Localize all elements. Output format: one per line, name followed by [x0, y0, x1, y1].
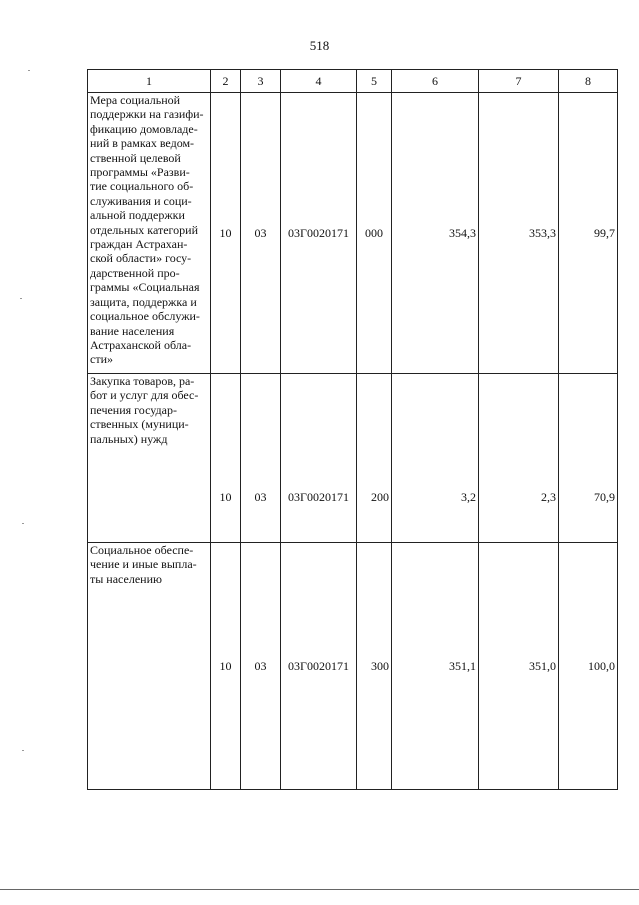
header-col-4: 4: [281, 70, 357, 93]
desc-line: тие социального об-: [90, 179, 194, 194]
desc-line: чение и иные выпла-: [90, 557, 197, 572]
budget-table: [87, 69, 618, 790]
desc-line: ний в рамках ведом-: [90, 136, 195, 151]
scan-speck: [22, 523, 24, 524]
desc-line: ственной целевой: [90, 150, 181, 165]
desc-line: ственных (муници-: [90, 417, 189, 432]
desc-line: Закупка товаров, ра-: [90, 374, 195, 388]
table-row: [88, 374, 618, 543]
desc-line: служивания и соци-: [90, 193, 192, 208]
cell-subsection: 03: [241, 543, 281, 790]
cell-col8-value: 99,7: [559, 93, 618, 374]
cell-section: 10: [211, 543, 241, 790]
desc-line: пальных) нужд: [90, 431, 168, 446]
desc-line: граждан Астрахан-: [90, 237, 188, 252]
desc-line: программы «Разви-: [90, 165, 190, 180]
cell-col6-value: 351,1: [392, 543, 479, 790]
desc-line: фикацию домовладе-: [90, 121, 198, 136]
page-number: 518: [309, 38, 330, 53]
desc-line: бот и услуг для обес-: [90, 388, 199, 403]
desc-line: защита, поддержка и: [90, 294, 197, 309]
row-description: [88, 93, 211, 374]
cell-subsection: [241, 374, 281, 543]
header-col-6: 6: [392, 70, 479, 93]
desc-line: граммы «Социальная: [90, 280, 200, 295]
cell-value: 03: [254, 489, 267, 504]
cell-col7-value: 353,3: [479, 93, 559, 374]
cell-target-item: 03Г0020171: [281, 93, 357, 374]
desc-line: альной поддержки: [90, 208, 185, 223]
cell-subsection: 03: [241, 93, 281, 374]
header-col-3: 3: [241, 70, 281, 93]
desc-line: социальное обслужи-: [90, 309, 200, 324]
cell-expense-type: [357, 374, 392, 543]
header-col-7: 7: [479, 70, 559, 93]
cell-value: 10: [219, 489, 232, 504]
cell-col6-value: [392, 374, 479, 543]
desc-line: Мера социальной: [90, 93, 181, 107]
cell-section: [211, 374, 241, 543]
desc-line: ской области» госу-: [90, 251, 192, 266]
desc-line: вание населения: [90, 323, 175, 338]
scan-speck: [28, 70, 30, 71]
cell-value: 2,3: [541, 489, 556, 504]
header-col-8: 8: [559, 70, 618, 93]
cell-target-item: [281, 374, 357, 543]
desc-line: дарственной про-: [90, 265, 180, 280]
cell-col7-value: [479, 374, 559, 543]
cell-col7-value: 351,0: [479, 543, 559, 790]
cell-expense-type: 300: [357, 543, 392, 790]
header-col-1: 1: [88, 70, 211, 93]
cell-value: 70,9: [594, 489, 615, 504]
row-description: [88, 543, 211, 790]
cell-value: 3,2: [461, 489, 476, 504]
desc-line: поддержки на газифи-: [90, 107, 204, 122]
desc-line: отдельных категорий: [90, 222, 199, 237]
desc-line: печения государ-: [90, 402, 177, 417]
cell-col6-value: 354,3: [392, 93, 479, 374]
scan-speck: [20, 298, 22, 299]
desc-line: ты населению: [90, 571, 162, 586]
table-header: [88, 70, 618, 93]
desc-line: сти»: [90, 352, 113, 367]
cell-col8-value: [559, 374, 618, 543]
cell-target-item: 03Г0020171: [281, 543, 357, 790]
scan-speck: [22, 750, 24, 751]
cell-section: 10: [211, 93, 241, 374]
cell-expense-type: 000: [357, 93, 392, 374]
row-description: [88, 374, 211, 543]
page-bottom-rule: [0, 889, 639, 890]
cell-value: 03Г0020171: [288, 489, 349, 504]
table-row: [88, 543, 618, 790]
header-row: [88, 70, 618, 93]
cell-col8-value: 100,0: [559, 543, 618, 790]
cell-value: 200: [371, 489, 389, 504]
header-col-5: 5: [357, 70, 392, 93]
header-col-2: 2: [211, 70, 241, 93]
desc-line: Астраханской обла-: [90, 337, 192, 352]
desc-line: Социальное обеспе-: [90, 543, 194, 557]
table-row: [88, 93, 618, 374]
